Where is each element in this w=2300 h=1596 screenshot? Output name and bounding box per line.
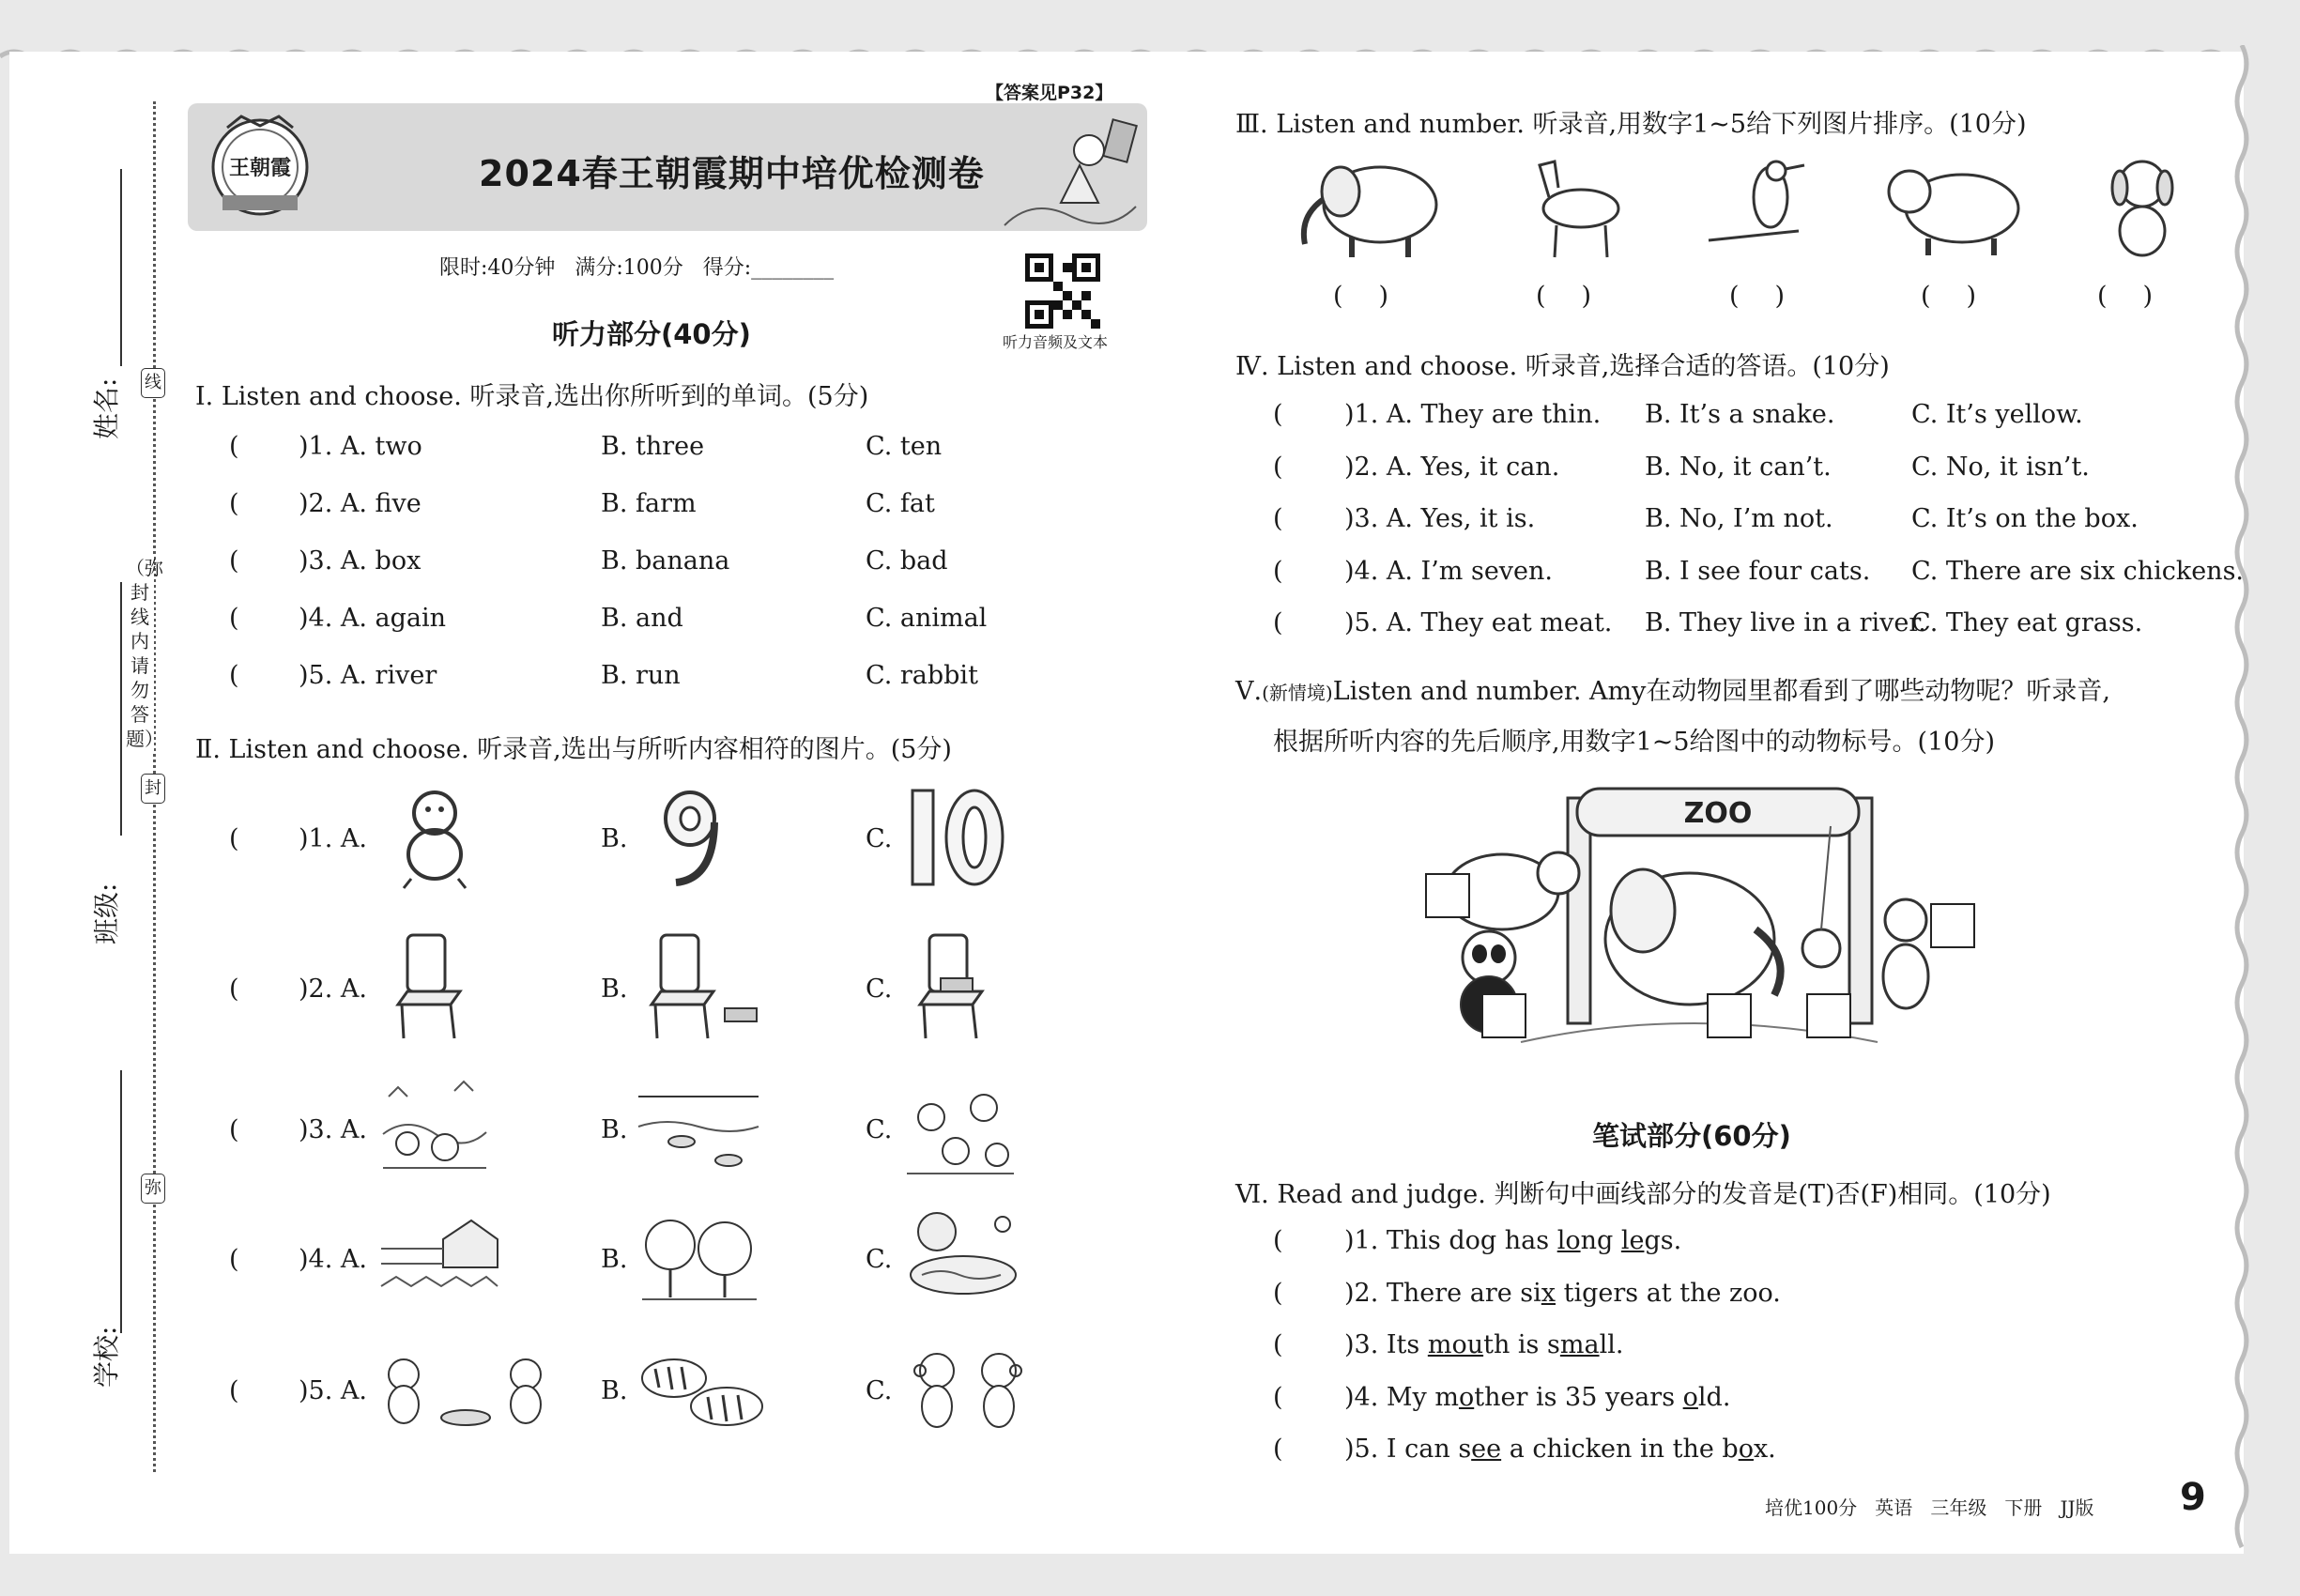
option-b[interactable]: B. No, I’m not. — [1645, 504, 1833, 533]
option-c[interactable]: C. animal — [866, 604, 988, 633]
answer-reference: 【答案见P32】 — [986, 83, 1113, 103]
chair-box-on-seat-picture[interactable] — [907, 929, 1010, 1046]
answer-paren[interactable]: ( — [229, 824, 239, 853]
zoo-sign: ZOO — [1683, 797, 1753, 830]
answer-slot[interactable]: () — [2097, 282, 2189, 311]
written-section-title: 笔试部分(60分) — [1592, 1120, 1791, 1152]
option-c[interactable]: C. fat — [866, 489, 935, 518]
option-a[interactable]: )1. A. two — [299, 432, 422, 461]
no-answer-notice: （弥封线内请勿答题） — [126, 557, 163, 750]
line-mark: 线 — [141, 368, 165, 398]
answer-paren[interactable]: ( — [1273, 1279, 1283, 1308]
option-c-label[interactable]: C. — [866, 1376, 893, 1405]
answer-paren[interactable]: ( — [229, 604, 239, 633]
answer-paren[interactable]: ( — [229, 1245, 239, 1274]
option-a[interactable]: )4. A. again — [299, 604, 447, 633]
answer-paren[interactable]: ( — [1273, 504, 1283, 533]
name-label: 姓名: — [91, 377, 122, 439]
chickens-picture[interactable] — [903, 1080, 1018, 1177]
wavy-right-border — [2223, 45, 2261, 1566]
number-8-picture[interactable] — [392, 785, 477, 890]
option-c-label[interactable]: C. — [866, 1245, 893, 1274]
judge-sentence: )3. Its mouth is small. — [1344, 1330, 1624, 1359]
svg-text:王朝霞: 王朝霞 — [228, 156, 292, 180]
chair-with-box-picture[interactable] — [638, 929, 760, 1046]
answer-paren[interactable]: ( — [1273, 1226, 1283, 1255]
option-b[interactable]: B. farm — [601, 489, 697, 518]
answer-paren[interactable]: ( — [229, 489, 239, 518]
answer-slot[interactable]: () — [1333, 282, 1425, 311]
option-c[interactable]: C. It’s on the box. — [1911, 504, 2139, 533]
option-a[interactable]: )1. A. — [299, 824, 367, 853]
trees-picture[interactable] — [638, 1211, 760, 1305]
qr-caption: 听力音频及文本 — [1003, 333, 1109, 351]
option-c[interactable]: C. No, it isn’t. — [1911, 453, 2090, 482]
option-b[interactable]: B. banana — [601, 546, 730, 575]
answer-slot[interactable]: () — [1921, 282, 2013, 311]
option-a[interactable]: )4. A. — [299, 1245, 367, 1274]
footer-info: 培优100分 英语 三年级 下册 JJ版 — [1765, 1496, 2094, 1519]
option-b[interactable]: B. It’s a snake. — [1645, 400, 1835, 429]
judge-sentence: )5. I can see a chicken in the box. — [1344, 1435, 1776, 1464]
answer-paren[interactable]: ( — [229, 1376, 239, 1405]
class-line[interactable] — [120, 582, 122, 836]
school-label: 学校: — [91, 1326, 122, 1388]
option-a[interactable]: )5. A. river — [299, 661, 437, 690]
option-c[interactable]: C. bad — [866, 546, 948, 575]
bird-picture[interactable] — [1705, 150, 1817, 261]
answer-paren[interactable]: ( — [1273, 557, 1283, 586]
answer-paren[interactable]: ( — [229, 974, 239, 1004]
tigers-picture[interactable] — [636, 1341, 768, 1435]
option-b[interactable]: B. I see four cats. — [1645, 557, 1871, 586]
judge-sentence: )4. My mother is 35 years old. — [1344, 1383, 1731, 1412]
option-c[interactable]: C. They eat grass. — [1911, 608, 2143, 637]
school-line[interactable] — [120, 1070, 122, 1333]
page-number: 9 — [2180, 1476, 2206, 1519]
option-b-label[interactable]: B. — [601, 1376, 628, 1405]
qr-code[interactable] — [1025, 253, 1100, 329]
option-a[interactable]: )3. A. — [299, 1115, 367, 1144]
bear-picture[interactable] — [1881, 154, 2032, 259]
option-c[interactable]: C. There are six chickens. — [1911, 557, 2245, 586]
option-a[interactable]: )4. A. I’m seven. — [1344, 557, 1554, 586]
option-a[interactable]: )1. A. They are thin. — [1344, 400, 1602, 429]
option-b-label[interactable]: B. — [601, 1245, 628, 1274]
answer-paren[interactable]: ( — [229, 432, 239, 461]
number-box-elephant[interactable] — [1707, 993, 1752, 1038]
pond-picture[interactable] — [903, 1209, 1025, 1307]
farm-animals-picture[interactable] — [379, 1078, 490, 1175]
option-b-label[interactable]: B. — [601, 974, 628, 1004]
monkeys-picture[interactable] — [903, 1343, 1035, 1436]
section-5-line2: 根据所听内容的先后顺序,用数字1~5给图中的动物标号。(10分) — [1273, 728, 1995, 757]
answer-paren[interactable]: ( — [1273, 453, 1283, 482]
option-b[interactable]: B. They live in a river. — [1645, 608, 1926, 637]
option-b-label[interactable]: B. — [601, 824, 628, 853]
section-2-title: Ⅱ. Listen and choose. 听录音,选出与所听内容相符的图片。(5分) — [195, 735, 952, 764]
section-5-title — [1235, 670, 2110, 707]
answer-paren[interactable]: ( — [1273, 608, 1283, 637]
listening-section-title: 听力部分(40分) — [552, 318, 751, 350]
section-6-title: Ⅵ. Read and judge. 判断句中画线部分的发音是(T)否(F)相同。(10分) — [1235, 1180, 2051, 1209]
answer-paren[interactable]: ( — [1273, 1330, 1283, 1359]
river-fish-picture[interactable] — [635, 1080, 762, 1174]
seal-mark: 封 — [141, 774, 165, 804]
answer-paren[interactable]: ( — [1273, 1435, 1283, 1464]
elephant-picture[interactable] — [1286, 150, 1455, 261]
number-box-bear[interactable] — [1425, 873, 1470, 918]
option-a[interactable]: )5. A. They eat meat. — [1344, 608, 1613, 637]
section-4-title: Ⅳ. Listen and choose. 听录音,选择合适的答语。(10分) — [1235, 352, 1890, 381]
number-box-monkey[interactable] — [1806, 993, 1851, 1038]
farmhouse-picture[interactable] — [377, 1211, 501, 1305]
dog-picture[interactable] — [2099, 152, 2185, 261]
number-box-tiger[interactable] — [1930, 903, 1975, 948]
option-c-label[interactable]: C. — [866, 974, 893, 1004]
exam-meta: 限时:40分钟 满分:100分 得分:________ — [439, 256, 835, 280]
option-c-label[interactable]: C. — [866, 1115, 893, 1144]
option-a[interactable]: )5. A. — [299, 1376, 367, 1405]
section-1-title: Ⅰ. Listen and choose. 听录音,选出你所听到的单词。(5分) — [195, 382, 869, 411]
answer-slot[interactable]: () — [1729, 282, 1821, 311]
section-3-title: Ⅲ. Listen and number. 听录音,用数字1~5给下列图片排序。(10分) — [1235, 110, 2027, 139]
option-b[interactable]: B. and — [601, 604, 683, 633]
section-5-line1: Listen and number. Amy在动物园里都看到了哪些动物呢？听录音, — [1332, 677, 2110, 706]
number-9-picture[interactable] — [648, 785, 732, 890]
option-b-label[interactable]: B. — [601, 1115, 628, 1144]
class-label: 班级: — [91, 882, 122, 944]
option-a[interactable]: )3. A. box — [299, 546, 422, 575]
option-a[interactable]: )3. A. Yes, it is. — [1344, 504, 1536, 533]
option-b[interactable]: B. No, it can’t. — [1645, 453, 1832, 482]
name-line[interactable] — [120, 169, 122, 366]
option-b[interactable]: B. three — [601, 432, 705, 461]
answer-paren[interactable]: ( — [229, 546, 239, 575]
number-10-picture[interactable] — [907, 785, 1010, 890]
option-c[interactable]: C. rabbit — [866, 661, 978, 690]
option-a[interactable]: )2. A. five — [299, 489, 422, 518]
option-a[interactable]: )2. A. — [299, 974, 367, 1004]
new-context-tag: (新情境) — [1262, 682, 1333, 704]
option-a[interactable]: )2. A. Yes, it can. — [1344, 453, 1560, 482]
chair-picture[interactable] — [385, 929, 488, 1046]
cats-picture[interactable] — [376, 1346, 563, 1431]
option-c-label[interactable]: C. — [866, 824, 893, 853]
horse-picture[interactable] — [1521, 150, 1633, 261]
cartoon-illustration — [995, 113, 1145, 231]
number-box-panda[interactable] — [1481, 993, 1526, 1038]
brand-logo — [208, 109, 312, 225]
judge-sentence: )1. This dog has long legs. — [1344, 1226, 1682, 1255]
page-title: 2024春王朝霞期中培优检测卷 — [479, 153, 985, 194]
answer-paren[interactable]: ( — [229, 661, 239, 690]
answer-paren[interactable]: ( — [1273, 1383, 1283, 1412]
option-c[interactable]: C. ten — [866, 432, 943, 461]
answer-slot[interactable]: () — [1536, 282, 1628, 311]
answer-paren[interactable]: ( — [229, 1115, 239, 1144]
judge-sentence: )2. There are six tigers at the zoo. — [1344, 1279, 1781, 1308]
option-b[interactable]: B. run — [601, 661, 681, 690]
answer-paren[interactable]: ( — [1273, 400, 1283, 429]
section-5-number: Ⅴ. — [1235, 677, 1263, 706]
option-c[interactable]: C. It’s yellow. — [1911, 400, 2083, 429]
bind-mark: 弥 — [141, 1174, 165, 1204]
